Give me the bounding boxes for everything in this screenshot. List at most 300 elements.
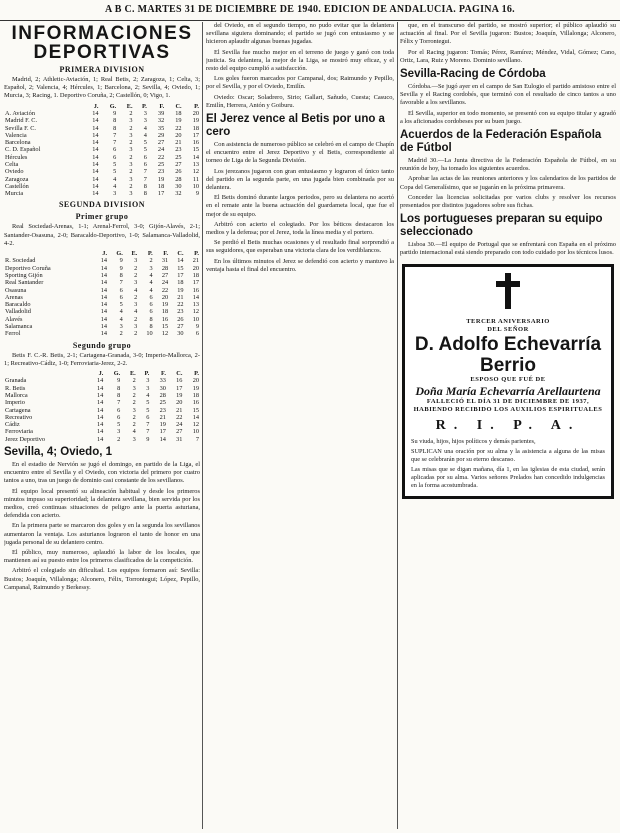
stat-cell: 6 <box>119 293 123 301</box>
stat-cell: 3 <box>132 435 136 443</box>
table-header-cell: C. <box>177 250 184 258</box>
stat-cell: 4 <box>119 308 123 316</box>
team-name: Ferrol <box>5 330 21 338</box>
stat-cell: 3 <box>149 264 153 272</box>
stat-cell: 7 <box>143 168 147 176</box>
stat-cell: 3 <box>129 190 133 198</box>
article-paragraph: Con asistencia de numeroso público se celebró en el campo de Chapín el encuentro entre el Jerez Deportivo y el Betis, correspondiente al torneo de Liga de la Segunda División. <box>206 141 394 165</box>
stat-cell: 3 <box>143 117 147 125</box>
stat-cell: 23 <box>175 146 182 154</box>
table-header-cell: J. <box>102 250 108 258</box>
obituary-name: D. Adolfo Echevarría Berrio <box>414 333 602 376</box>
stat-cell: 12 <box>192 308 199 316</box>
stat-cell: 7 <box>113 139 117 147</box>
stat-cell: 9 <box>146 435 150 443</box>
stat-cell: 5 <box>113 160 117 168</box>
stat-cell: 35 <box>157 124 165 132</box>
stat-cell: 10 <box>146 330 153 338</box>
stat-cell: 5 <box>143 146 147 154</box>
stat-cell: 2 <box>117 435 121 443</box>
stat-cell: 20 <box>175 131 182 139</box>
stat-cell: 9 <box>119 257 123 265</box>
stat-cell: 17 <box>176 384 183 392</box>
stat-cell: 5 <box>143 139 147 147</box>
stat-cell: 14 <box>100 286 108 294</box>
stat-cell: 3 <box>129 117 133 125</box>
stat-cell: 14 <box>100 330 108 338</box>
stat-cell: 6 <box>195 330 199 338</box>
stat-cell: 2 <box>149 257 153 265</box>
stat-cell: 14 <box>92 117 99 125</box>
stat-cell: 2 <box>134 330 138 338</box>
stat-cell: 27 <box>175 160 182 168</box>
stat-cell: 2 <box>129 153 133 161</box>
stat-cell: 7 <box>143 175 147 183</box>
stat-cell: 14 <box>92 146 99 154</box>
stat-cell: 22 <box>175 124 182 132</box>
stat-cell: 8 <box>119 271 123 279</box>
table-row <box>4 139 200 146</box>
table-row <box>4 183 200 190</box>
article-paragraph: Oviedo: Oscar; Soladrero, Sirio; Gallart, Sañudo, Cuesta; Casuco, Emilín, Herrera, Antón y Goiburu. <box>206 93 394 109</box>
stat-cell: 12 <box>192 168 199 176</box>
stat-cell: 9 <box>117 377 121 385</box>
stat-cell: 28 <box>161 264 169 272</box>
stat-cell: 17 <box>157 190 165 198</box>
table-row <box>4 377 200 384</box>
stat-cell: 30 <box>159 384 166 392</box>
table-header-cell <box>4 103 82 110</box>
table-row <box>4 287 200 294</box>
stat-cell: 6 <box>143 160 147 168</box>
stat-cell: 2 <box>119 330 123 338</box>
stat-cell: 14 <box>92 153 99 161</box>
team-name: R. Betis <box>5 384 26 392</box>
stat-cell: 31 <box>161 257 169 265</box>
stat-cell: 14 <box>100 293 108 301</box>
stat-cell: 6 <box>117 406 121 414</box>
table-header-cell: J. <box>93 102 99 110</box>
stat-cell: 24 <box>176 421 183 429</box>
article-paragraph: del Oviedo, en el segundo tiempo, no pudo evitar que la delantera sevillana siguiera dominando; el partido se jugó con entusiasmo y se hicieron aplaudir algunas buenas jugadas. <box>206 22 394 46</box>
stat-cell: 8 <box>143 182 147 190</box>
stat-cell: 28 <box>175 175 182 183</box>
stat-cell: 19 <box>157 175 165 183</box>
table-row <box>4 132 200 139</box>
table-row <box>4 392 200 399</box>
stat-cell: 3 <box>119 323 123 331</box>
stat-cell: 14 <box>97 435 104 443</box>
stat-cell: 22 <box>177 301 184 309</box>
stat-cell: 20 <box>161 293 169 301</box>
table-row <box>4 330 200 337</box>
stat-cell: 14 <box>97 413 104 421</box>
cross-icon <box>496 273 520 309</box>
stat-cell: 14 <box>92 109 99 117</box>
stat-cell: 4 <box>143 124 147 132</box>
article-paragraph: Conceder las licencias solicitadas por varios clubs y resolver los recursos presentados por distintos jugadores sobre sus fichas. <box>400 193 616 210</box>
stat-cell: 14 <box>92 190 99 198</box>
table-header-cell: C. <box>176 370 183 378</box>
stat-cell: 14 <box>92 139 99 147</box>
results-paragraph-2: Real Sociedad-Arenas, 1-1; Arenal-Ferrol, 3-0; Gijón-Alavés, 2-1; Santander-Osasuna, 2-0; Baracaldo-Deportivo, 1-0; Salamanca-Valladolid, 4-2. <box>4 223 200 247</box>
stat-cell: 7 <box>146 428 150 436</box>
team-name: Celta <box>5 160 19 168</box>
article-paragraph: El público, muy numeroso, aplaudió la labor de los locales, que mantienen así su puesto entre los primeros clasificados de la competición. <box>4 549 200 565</box>
stat-cell: 14 <box>92 168 99 176</box>
table-row <box>4 265 200 272</box>
team-name: Osasuna <box>5 286 27 294</box>
stat-cell: 2 <box>134 315 138 323</box>
stat-cell: 15 <box>161 323 169 331</box>
stat-cell: 27 <box>161 271 169 279</box>
article-paragraph: En la primera parte se marcaron dos goles y en la segunda los sevillanos aumentaron la ventaja. Los asturianos lograron el tanto de honor en una jugada personal de su delantero centro. <box>4 522 200 546</box>
team-name: Cádiz <box>5 421 20 429</box>
stat-cell: 7 <box>117 399 121 407</box>
stat-cell: 3 <box>129 131 133 139</box>
stat-cell: 2 <box>132 391 136 399</box>
table-row <box>4 110 200 117</box>
stat-cell: 39 <box>157 109 165 117</box>
table-header-cell: J. <box>98 370 104 378</box>
table-row <box>4 168 200 175</box>
stat-cell: 12 <box>192 421 199 429</box>
stat-cell: 26 <box>177 315 184 323</box>
stat-cell: 8 <box>149 315 153 323</box>
stat-cell: 20 <box>192 109 199 117</box>
table-row <box>4 272 200 279</box>
team-name: C. D. Español <box>5 146 41 154</box>
stat-cell: 3 <box>129 160 133 168</box>
article-paragraph: Los goles fueron marcados por Campanal, dos; Raimundo y Pepillo, por el Sevilla, y por el Oviedo, Emilín. <box>206 75 394 91</box>
stat-cell: 6 <box>146 413 150 421</box>
stat-cell: 3 <box>113 190 117 198</box>
table-header-cell: P. <box>147 250 153 258</box>
stat-cell: 7 <box>113 131 117 139</box>
article-paragraph: Córdoba.—Se jugó ayer en el campo de San Eulogio el partido amistoso entre el Sevilla y el Racing cordobés, que terminó con el resultado de cinco tantos a uno favorable a los sevillanos. <box>400 83 616 107</box>
stat-cell: 4 <box>149 271 153 279</box>
team-name: Salamanca <box>5 323 33 331</box>
table-row <box>4 421 200 428</box>
stat-cell: 16 <box>192 139 199 147</box>
stat-cell: 25 <box>175 153 182 161</box>
obituary-rip: R. I. P. A. <box>435 417 581 433</box>
table-header-cell <box>4 370 88 377</box>
stat-cell: 16 <box>176 377 183 385</box>
table-header-cell: F. <box>163 250 169 258</box>
stat-cell: 26 <box>175 168 182 176</box>
stat-cell: 5 <box>117 421 121 429</box>
table-row <box>4 257 200 264</box>
stat-cell: 14 <box>100 264 108 272</box>
stat-cell: 3 <box>143 109 147 117</box>
table-header-cell: E. <box>126 102 133 110</box>
team-name: Cartagena <box>5 406 31 414</box>
article-heading: Sevilla-Racing de Córdoba <box>400 68 546 81</box>
stat-cell: 2 <box>132 421 136 429</box>
stat-cell: 5 <box>119 301 123 309</box>
stat-cell: 25 <box>157 160 165 168</box>
table-row <box>4 301 200 308</box>
standings-table-3 <box>4 370 200 443</box>
stat-cell: 3 <box>132 384 136 392</box>
stat-cell: 5 <box>146 399 150 407</box>
division-heading-2: SEGUNDA DIVISION <box>58 200 146 210</box>
stat-cell: 23 <box>157 168 165 176</box>
match-heading: Sevilla, 4; Oviedo, 1 <box>4 446 113 459</box>
team-name: Hércules <box>5 153 28 161</box>
stat-cell: 2 <box>129 139 133 147</box>
article-paragraph: En los últimos minutos el Jerez se defendió con acierto y mantuvo la ventaja hasta el final del encuentro. <box>206 257 394 273</box>
stat-cell: 2 <box>129 182 133 190</box>
team-name: Jerez Deportivo <box>5 435 46 443</box>
division-heading: PRIMERA DIVISION <box>59 65 145 74</box>
team-name: Valladolid <box>5 308 31 316</box>
table-header-cell: P. <box>194 370 199 378</box>
stat-cell: 6 <box>143 153 147 161</box>
team-name: R. Sociedad <box>5 257 36 265</box>
stat-cell: 20 <box>192 377 199 385</box>
stat-cell: 10 <box>192 182 199 190</box>
team-name: Real Santander <box>5 279 44 287</box>
stat-cell: 4 <box>134 286 138 294</box>
stat-cell: 14 <box>92 182 99 190</box>
team-name: Baracaldo <box>5 301 31 309</box>
table-header-row <box>4 370 200 377</box>
article-paragraph: Madrid 30.—La Junta directiva de la Federación Española de Fútbol, en su reunión de hoy, ha tomado los siguientes acuerdos. <box>400 157 616 173</box>
group-heading-2: Segundo grupo <box>72 340 132 350</box>
stat-cell: 19 <box>192 384 199 392</box>
table-header-row <box>4 103 200 110</box>
stat-cell: 14 <box>97 428 104 436</box>
stat-cell: 19 <box>192 117 199 125</box>
stat-cell: 4 <box>119 315 123 323</box>
stat-cell: 4 <box>143 131 147 139</box>
stat-cell: 28 <box>159 391 166 399</box>
stat-cell: 6 <box>149 308 153 316</box>
stat-cell: 5 <box>113 168 117 176</box>
stat-cell: 17 <box>159 428 166 436</box>
stat-cell: 2 <box>132 399 136 407</box>
stat-cell: 31 <box>176 435 183 443</box>
table-row <box>4 117 200 124</box>
stat-cell: 14 <box>192 153 199 161</box>
stat-cell: 8 <box>117 384 121 392</box>
stat-cell: 19 <box>159 421 166 429</box>
team-name: Valencia <box>5 131 27 139</box>
team-name: Imperio <box>5 399 25 407</box>
table-row <box>4 399 200 406</box>
stat-cell: 6 <box>149 301 153 309</box>
stat-cell: 18 <box>157 182 165 190</box>
table-header-cell <box>4 250 93 257</box>
stat-cell: 15 <box>192 406 199 414</box>
obituary-notice <box>402 264 614 499</box>
team-name: Mallorca <box>5 391 28 399</box>
stat-cell: 21 <box>177 293 184 301</box>
article-paragraph: Por el Racing jugaron: Tomás; Pérez, Ramírez; Méndez, Vidal, Gómez; Cano, Ortiz, Lara, Ruiz y Moreno. Dominio sevillano. <box>400 48 616 64</box>
stat-cell: 11 <box>192 175 199 183</box>
team-name: Zaragoza <box>5 175 29 183</box>
stat-cell: 33 <box>159 377 166 385</box>
stat-cell: 18 <box>192 124 199 132</box>
team-name: Sevilla F. C. <box>5 124 36 132</box>
stat-cell: 6 <box>119 286 123 294</box>
team-name: Murcia <box>5 190 24 198</box>
stat-cell: 3 <box>146 377 150 385</box>
stat-cell: 15 <box>192 146 199 154</box>
stat-cell: 20 <box>192 264 199 272</box>
stat-cell: 3 <box>129 146 133 154</box>
article-paragraph: que, en el transcurso del partido, se mostró superior; el público aplaudió su actuación al final. Por el Sevilla jugaron: Bustos; Joaquín, Villalonga; Alconero, Félix y Torrontegui. <box>400 22 616 46</box>
team-name: Alavés <box>5 315 23 323</box>
table-row <box>4 154 200 161</box>
article-heading: El Jerez vence al Betis por uno a cero <box>206 113 385 139</box>
article-paragraph: Arbitró el colegiado sin dificultad. Los equipos formaron así: Sevilla: Bustos; Joaquín, Villalonga; Alconero, Félix, Torrontegui; López, Pepillo, Campanal, Raimundo y Berkessy. <box>4 567 200 591</box>
team-name: Deportivo Coruña <box>5 264 51 272</box>
stat-cell: 3 <box>146 384 150 392</box>
stat-cell: 21 <box>176 406 183 414</box>
stat-cell: 4 <box>113 175 117 183</box>
results-paragraph-3: Betis F. C.-R. Betis, 2-1; Cartagena-Granada, 3-0; Imperio-Mallorca, 2-1; Recreativo-Cádiz, 1-0; Ferroviaria-Jerez, 2-2. <box>4 351 200 367</box>
obituary-text: Las misas que se digan mañana, día 1, en las iglesias de esta ciudad, serán aplicadas por su alma. Varios señores Prelados han concedido indulgencias en la forma acostumbrada. <box>411 465 605 489</box>
stat-cell: 4 <box>113 182 117 190</box>
obituary-text: Su viuda, hijos, hijos políticos y demás parientes, <box>411 437 536 445</box>
stat-cell: 3 <box>134 257 138 265</box>
stat-cell: 2 <box>129 109 133 117</box>
table-header-cell: P. <box>194 250 199 258</box>
stat-cell: 8 <box>117 391 121 399</box>
stat-cell: 12 <box>161 330 169 338</box>
standings-table-2 <box>4 250 200 338</box>
stat-cell: 24 <box>161 279 169 287</box>
table-row <box>4 125 200 132</box>
stat-cell: 14 <box>177 257 184 265</box>
article-paragraph: Aprobar las actas de las reuniones anteriores y los calendarios de los partidos de Copa del Generalísimo, que se jugarán en la próxima primavera. <box>400 175 616 191</box>
team-name: Recreativo <box>5 413 33 421</box>
stat-cell: 14 <box>159 435 166 443</box>
results-paragraph: Madrid, 2; Athletic-Aviación, 1; Real Betis, 2; Zaragoza, 1; Celta, 3; Español, 2; Valencia, 4; Hércules, 1; Barcelona, 2; Sevilla, 4; Oviedo, 1; Murcia, 3; Racing, 1. Deportivo Coruña, 2; Castellón, 0; Vigo, 1. <box>4 76 200 100</box>
stat-cell: 9 <box>113 109 117 117</box>
stat-cell: 27 <box>157 139 165 147</box>
stat-cell: 2 <box>132 413 136 421</box>
table-header-cell: E. <box>131 250 138 258</box>
table-header-cell: G. <box>116 250 123 258</box>
stat-cell: 2 <box>134 264 138 272</box>
table-header-cell: G. <box>113 370 121 378</box>
stat-cell: 32 <box>175 190 182 198</box>
table-header-cell: F. <box>159 102 165 110</box>
stat-cell: 14 <box>100 257 108 265</box>
stat-cell: 6 <box>113 146 117 154</box>
obituary-anniversary: TERCER ANIVERSARIO <box>466 317 550 325</box>
stat-cell: 16 <box>192 399 199 407</box>
stat-cell: 22 <box>176 413 183 421</box>
article-paragraph: En el estadio de Nervión se jugó el domingo, en partido de la Liga, el encuentro entre el Sevilla y el Oviedo, con victoria del primero por cuatro tantos a uno, tras un juego de dominio casi constante de los sevillanos. <box>4 461 200 485</box>
table-row <box>4 161 200 168</box>
stat-cell: 7 <box>119 279 123 287</box>
stat-cell: 14 <box>92 131 99 139</box>
stat-cell: 10 <box>192 428 199 436</box>
stat-cell: 17 <box>192 279 199 287</box>
stat-cell: 14 <box>97 391 104 399</box>
team-name: Ferroviaria <box>5 428 33 436</box>
table-row <box>4 279 200 286</box>
stat-cell: 3 <box>117 428 121 436</box>
stat-cell: 5 <box>146 406 150 414</box>
team-name: Granada <box>5 377 27 385</box>
stat-cell: 18 <box>161 308 169 316</box>
team-name: Barcelona <box>5 139 31 147</box>
stat-cell: 23 <box>177 308 184 316</box>
table-row <box>4 308 200 315</box>
stat-cell: 3 <box>129 175 133 183</box>
stat-cell: 21 <box>159 413 166 421</box>
team-name: Madrid F. C. <box>5 117 38 125</box>
table-header-row <box>4 250 200 257</box>
stat-cell: 22 <box>161 286 169 294</box>
stat-cell: 18 <box>192 271 199 279</box>
stat-cell: 4 <box>149 279 153 287</box>
stat-cell: 2 <box>132 377 136 385</box>
table-row <box>4 428 200 435</box>
stat-cell: 18 <box>177 279 184 287</box>
table-header-cell: E. <box>129 370 136 378</box>
stat-cell: 14 <box>97 384 104 392</box>
group-heading-1: Primer grupo <box>75 212 129 222</box>
stat-cell: 14 <box>97 406 104 414</box>
obituary-relation: ESPOSO QUE FUÉ DE <box>470 375 546 383</box>
table-row <box>4 316 200 323</box>
section-title: INFORMACIONES DEPORTIVAS <box>11 23 193 63</box>
table-row <box>4 190 200 197</box>
stat-cell: 17 <box>177 271 184 279</box>
stat-cell: 29 <box>157 131 165 139</box>
stat-cell: 7 <box>146 421 150 429</box>
table-header-cell: G. <box>109 102 117 110</box>
table-row <box>4 414 200 421</box>
stat-cell: 19 <box>176 391 183 399</box>
stat-cell: 20 <box>176 399 183 407</box>
stat-cell: 9 <box>195 323 199 331</box>
stat-cell: 10 <box>192 315 199 323</box>
stat-cell: 8 <box>113 117 117 125</box>
stat-cell: 14 <box>97 399 104 407</box>
team-name: Oviedo <box>5 168 24 176</box>
table-row <box>4 294 200 301</box>
article-heading: Los portugueses preparan su equipo seleccionado <box>400 213 603 239</box>
page-header: A B C. MARTES 31 DE DICIEMBRE DE 1940. EDICION DE ANDALUCIA. PAGINA 16. <box>0 0 620 21</box>
stat-cell: 14 <box>92 175 99 183</box>
stat-cell: 13 <box>192 160 199 168</box>
stat-cell: 4 <box>149 286 153 294</box>
obituary-title: DEL SEÑOR <box>487 325 529 333</box>
stat-cell: 15 <box>177 264 184 272</box>
column-rule <box>397 22 398 829</box>
stat-cell: 27 <box>176 428 183 436</box>
table-row <box>4 176 200 183</box>
stat-cell: 13 <box>192 301 199 309</box>
stat-cell: 14 <box>100 315 108 323</box>
stat-cell: 2 <box>134 271 138 279</box>
stat-cell: 7 <box>195 435 199 443</box>
stat-cell: 3 <box>132 406 136 414</box>
stat-cell: 21 <box>175 139 182 147</box>
table-header-cell: C. <box>175 102 182 110</box>
stat-cell: 30 <box>175 182 182 190</box>
team-name: A. Aviación <box>5 109 35 117</box>
table-header-cell: P. <box>144 370 150 378</box>
